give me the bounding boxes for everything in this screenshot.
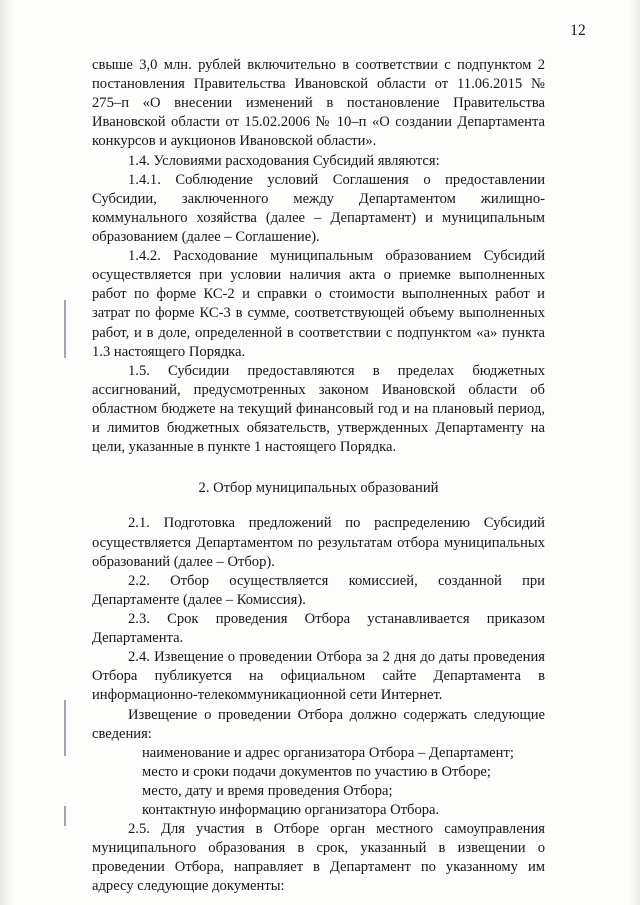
paragraph-notice-intro: Извещение о проведении Отбора должно содержать следующие сведения: <box>92 706 545 742</box>
margin-annotation-mark <box>64 806 66 826</box>
notice-item: место и сроки подачи документов по участию в Отборе; <box>142 763 491 780</box>
paragraph-2-5: 2.5. Для участия в Отборе орган местного самоуправления муниципального образования в срок, указанный в извещении о проведении Отбора, направляет в Департамент по указанному им адресу следующие документы: <box>92 821 545 895</box>
spacer <box>92 457 545 479</box>
paragraph-2-1: 2.1. Подготовка предложений по распределению Субсидий осуществляется Департаментом по результатам отбора муниципальных образований (далее – Отбор). <box>92 515 545 570</box>
paragraph-1-5: 1.5. Субсидии предоставляются в пределах бюджетных ассигнований, предусмотренных законом Ивановской области об областном бюджете на текущий финансовый год и на плановый период, и лимитов бюджетных обязательств, утвержденных Департаменту на цели, указанные в пункте 1 настоящего Порядка. <box>92 362 545 456</box>
notice-item: место, дату и время проведения Отбора; <box>142 782 393 799</box>
paragraph-2-4: 2.4. Извещение о проведении Отбора за 2 дня до даты проведения Отбора публикуется на официальном сайте Департамента в информационно-телекоммуникационной сети Интернет. <box>92 649 545 704</box>
section-heading: 2. Отбор муниципальных образований <box>198 480 439 497</box>
notice-item: контактную информацию организатора Отбора. <box>142 802 440 819</box>
paragraph-2-3: 2.3. Срок проведения Отбора устанавливается приказом Департамента. <box>92 610 545 647</box>
paragraph-1-4: 1.4. Условиями расходования Субсидий являются: <box>128 152 440 169</box>
page-number: 12 <box>570 22 586 39</box>
paragraph-continuation: свыше 3,0 млн. рублей включительно в соответствии с подпунктом 2 постановления Правительства Ивановской области от 11.06.2015 № 275–п «О внесении изменений в постановление Правительства Ивановской области от 15.02.2006 № 10–п «О создании Департамента конкурсов и аукционов Ивановской области». <box>92 57 545 150</box>
paragraph-1-4-1: 1.4.1. Соблюдение условий Соглашения о предоставлении Субсидии, заключенного между Департаментом жилищно-коммунального хозяйства (далее – Департамент) и муниципальным образованием (далее – Соглашение). <box>92 171 545 245</box>
notice-item: наименование и адрес организатора Отбора – Департамент; <box>142 744 514 761</box>
margin-annotation-mark <box>64 700 66 756</box>
paragraph-1-4-2: 1.4.2. Расходование муниципальным образованием Субсидий осуществляется при условии наличия акта о приемке выполненных работ по форме КС-2 и справки о стоимости выполненных работ и затрат по форме КС-3 в сумме, соответствующей объему выполненных работ, и в доле, определенной в соответствии с подпунктом «а» пункта 1.3 настоящего Порядка. <box>92 248 545 360</box>
margin-annotation-mark <box>64 300 66 358</box>
spacer <box>92 498 545 514</box>
document-body <box>92 56 545 897</box>
paragraph-2-2: 2.2. Отбор осуществляется комиссией, созданной при Департаменте (далее – Комиссия). <box>92 572 545 608</box>
